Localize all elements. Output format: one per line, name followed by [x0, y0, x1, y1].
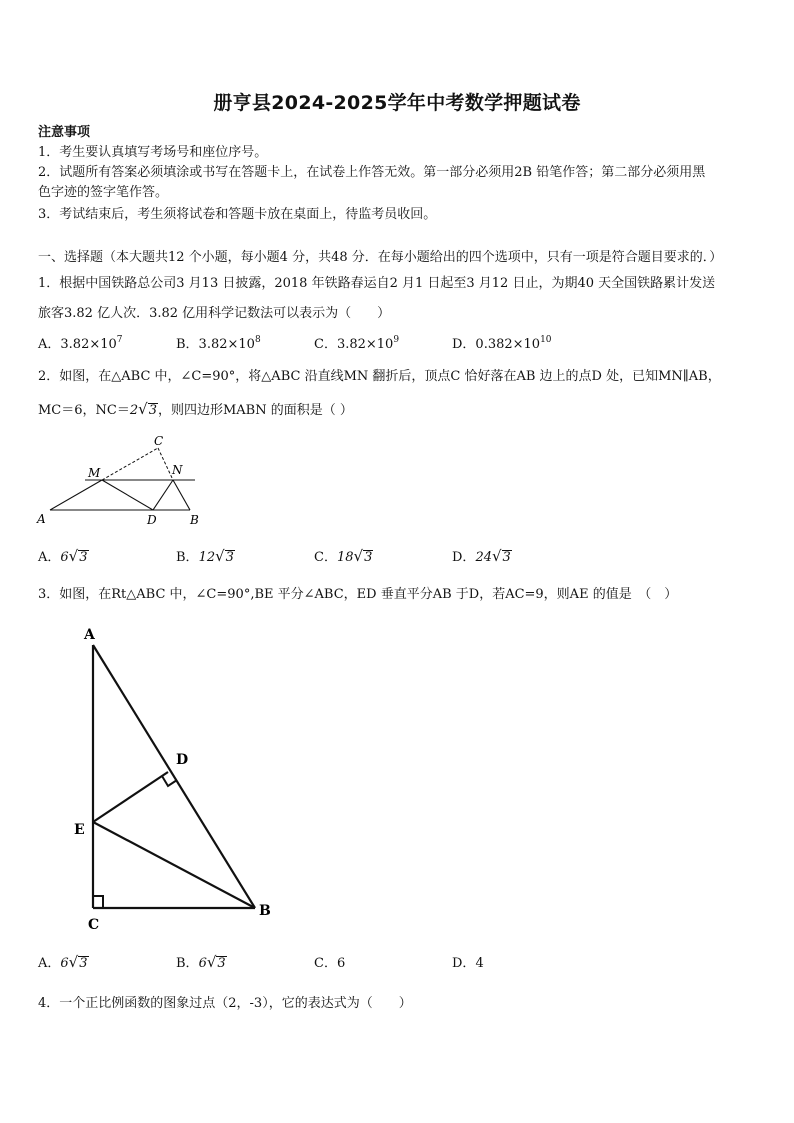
q3-option-b: B．6√3: [176, 953, 226, 971]
notes-heading: 注意事项: [38, 125, 91, 140]
question-1-text: 1．根据中国铁路总公司3 月13 日披露，2018 年铁路春运自2 月1 日起至3 月12 日止，为期40 天全国铁路累计发送: [38, 276, 716, 291]
q3-label-c: C: [88, 917, 100, 933]
note-item-1: 1．考生要认真填写考场号和座位序号。: [38, 145, 268, 160]
q2-label-b: B: [190, 513, 199, 527]
q1-option-d: D．$0.382\times 10^{10}$: [452, 335, 552, 352]
question-4-text: 4．一个正比例函数的图象过点（2，-3），它的表达式为（ ）: [38, 996, 412, 1011]
q2-label-c: C: [154, 434, 164, 448]
q3-label-e: E: [74, 822, 85, 838]
question-2-text: 2．如图，在△ABC 中，∠C=90°，将△ABC 沿直线MN 翻折后，顶点C 恰好落在AB 边上的点D 处，已知MN∥AB，: [38, 369, 721, 384]
q1-option-a: A．$3.82\times 10^7$: [38, 335, 123, 352]
q3-figure: [70, 620, 290, 940]
q2-label-a: A: [37, 512, 46, 526]
note-item-2: 2．试题所有答案必须填涂或书写在答题卡上，在试卷上作答无效。第一部分必须用2B 铅笔作答；第二部分必须用黑: [38, 165, 706, 180]
q1-option-b: B．$3.82\times 10^8$: [176, 335, 261, 352]
q3-label-d: D: [176, 752, 189, 768]
q3-option-d: D．4: [452, 956, 484, 971]
question-1-text-cont: 旅客3.82 亿人次．3.82 亿用科学记数法可以表示为（ ）: [38, 306, 391, 321]
question-3-text: 3．如图，在Rt△ABC 中，∠C=90°,BE 平分∠ABC，ED 垂直平分AB 于D，若AC=9，则AE 的值是 （ ）: [38, 587, 678, 602]
q2-option-d: D．24√3: [452, 547, 511, 565]
q2-option-b: B．12√3: [176, 547, 234, 565]
q3-option-a: A．6√3: [38, 953, 88, 971]
q2-label-m: M: [88, 466, 101, 480]
section-heading: 一、选择题（本大题共12 个小题，每小题4 分，共48 分．在每小题给出的四个选项中，只有一项是符合题目要求的．）: [38, 250, 723, 265]
note-item-2-cont: 色字迹的签字笔作答。: [38, 185, 169, 200]
note-item-3: 3．考试结束后，考生须将试卷和答题卡放在桌面上，待监考员收回。: [38, 207, 437, 222]
q3-label-a: A: [84, 627, 95, 643]
q3-label-b: B: [259, 903, 271, 919]
q2-option-a: A．6√3: [38, 547, 88, 565]
q2-figure: [30, 430, 210, 530]
q2-option-c: C．18√3: [314, 547, 373, 565]
q2-label-n: N: [172, 463, 183, 477]
q1-option-c: C．$3.82\times 10^9$: [314, 335, 400, 352]
question-2-text-cont: MC＝6，NC＝2√3，则四边形MABN 的面积是（ ）: [38, 400, 353, 418]
q3-option-c: C．6: [314, 956, 346, 971]
q2-label-d: D: [147, 513, 157, 527]
page-title: 册亨县2024-2025学年中考数学押题试卷: [213, 92, 581, 114]
